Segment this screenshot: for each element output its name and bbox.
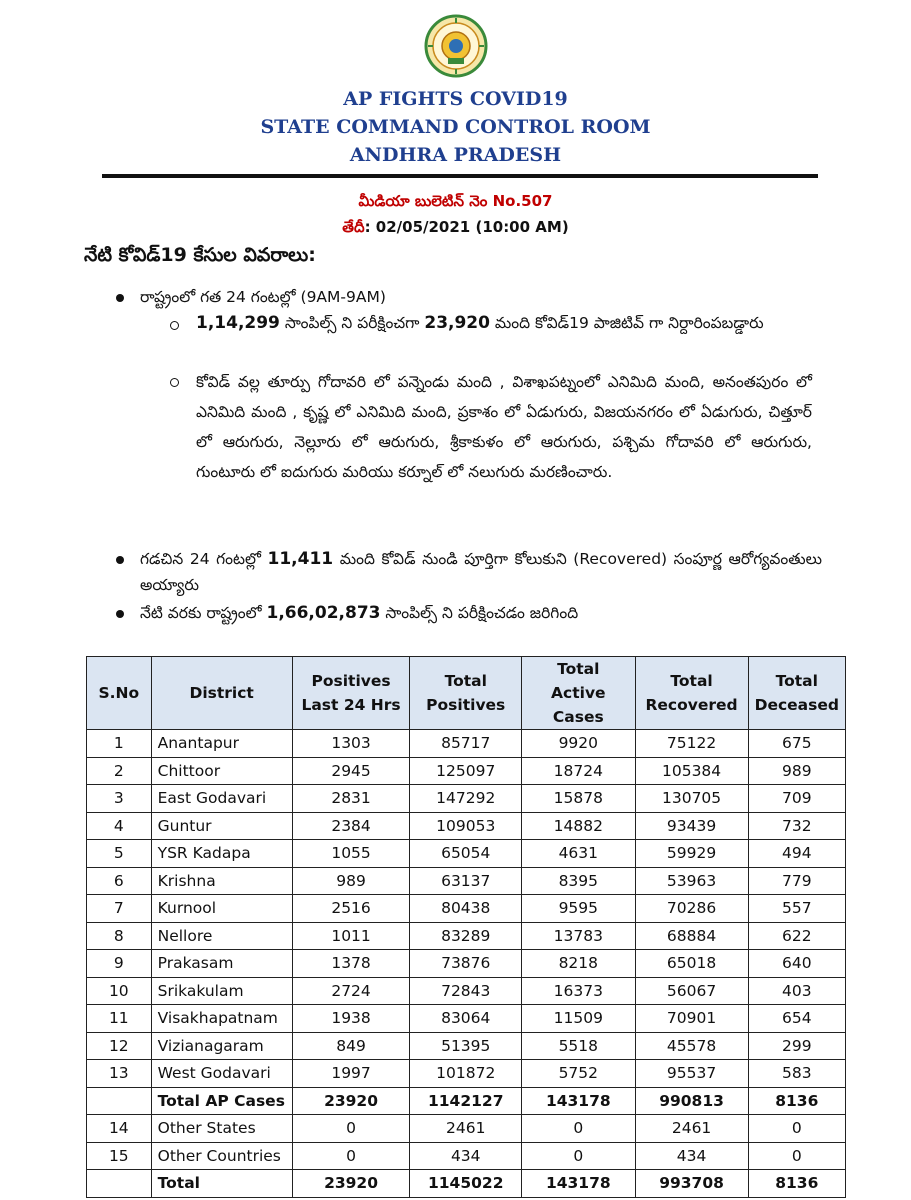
table-cell: 12 [87, 1032, 152, 1060]
table-cell: 15878 [522, 785, 636, 813]
table-row [87, 730, 846, 758]
bullet-2-part1: గడచిన 24 గంటల్లో [140, 550, 268, 568]
table-cell: Vizianagaram [151, 1032, 292, 1060]
table-cell: 990813 [635, 1087, 748, 1115]
table-cell: 654 [748, 1005, 845, 1033]
column-header: Total Deceased [748, 657, 845, 730]
bullet-dot [116, 610, 124, 618]
table-cell: Other Countries [151, 1142, 292, 1170]
table-cell: 494 [748, 840, 845, 868]
table-cell: 2461 [635, 1115, 748, 1143]
table-cell: 6 [87, 867, 152, 895]
table-cell: 105384 [635, 757, 748, 785]
table-row [87, 1142, 846, 1170]
table-cell: 9595 [522, 895, 636, 923]
table-cell: Srikakulam [151, 977, 292, 1005]
table-cell: 143178 [522, 1087, 636, 1115]
table-cell: 130705 [635, 785, 748, 813]
table-cell: 9 [87, 950, 152, 978]
table-cell: 18724 [522, 757, 636, 785]
table-cell: Prakasam [151, 950, 292, 978]
table-cell: YSR Kadapa [151, 840, 292, 868]
recovered-count: 11,411 [267, 549, 334, 569]
table-cell: 147292 [410, 785, 522, 813]
table-cell: 83289 [410, 922, 522, 950]
table-cell: 8136 [748, 1087, 845, 1115]
table-cell: 1 [87, 730, 152, 758]
table-row [87, 867, 846, 895]
table-cell: 4 [87, 812, 152, 840]
table-cell: 0 [748, 1142, 845, 1170]
table-cell: 3 [87, 785, 152, 813]
table-cell: 13 [87, 1060, 152, 1088]
bullet-3-text [140, 600, 822, 626]
table-cell: 2945 [292, 757, 410, 785]
table-cell: 73876 [410, 950, 522, 978]
table-cell: 143178 [522, 1170, 636, 1198]
table-cell: 640 [748, 950, 845, 978]
sub-bullet-1-part2: మంది కోవిడ్19 పాజిటివ్ గా నిర్దారింపబడ్డారు [489, 314, 764, 332]
table-cell: 14 [87, 1115, 152, 1143]
table-header-row [87, 657, 846, 730]
table-cell: 732 [748, 812, 845, 840]
table-cell: 68884 [635, 922, 748, 950]
table-cell: Anantapur [151, 730, 292, 758]
table-cell: 16373 [522, 977, 636, 1005]
table-row [87, 840, 846, 868]
column-header: District [151, 657, 292, 730]
table-cell: 9920 [522, 730, 636, 758]
table-cell: 8395 [522, 867, 636, 895]
table-cell: 51395 [410, 1032, 522, 1060]
sub-bullet-2-text: కోవిడ్ వల్ల తూర్పు గోదావరి లో పన్నెండు మంది , విశాఖపట్నంలో ఎనిమిది మంది, అనంతపురం లో ఎనిమిది మంది , కృష్ణ లో ఎనిమిది మంది, ప్రకాశం లో ఏడుగురు, విజయనగరం లో ఏడుగురు, చిత్తూర్ లో ఆరుగురు, నెల్లూరు లో ఆరుగురు, శ్రీకాకుళం లో ఆరుగురు, పశ్చిమ గోదావరి లో ఆరుగురు, గుంటూరు లో ఐదుగురు మరియు కర్నూల్ లో నలుగురు మరణించారు. [196, 373, 812, 481]
header-line-2: STATE COMMAND CONTROL ROOM [260, 116, 651, 138]
date-value: : 02/05/2021 (10:00 AM) [364, 218, 569, 236]
table-cell: Krishna [151, 867, 292, 895]
sub-bullet-ring [170, 321, 179, 330]
table-cell: 101872 [410, 1060, 522, 1088]
table-cell: 403 [748, 977, 845, 1005]
table-row [87, 757, 846, 785]
table-cell: 583 [748, 1060, 845, 1088]
table-cell: 1142127 [410, 1087, 522, 1115]
table-cell: 5 [87, 840, 152, 868]
table-row [87, 1170, 846, 1198]
table-cell: 2384 [292, 812, 410, 840]
table-cell: 1938 [292, 1005, 410, 1033]
date-label: తేదీ [342, 218, 365, 236]
table-cell: 70901 [635, 1005, 748, 1033]
table-cell: 14882 [522, 812, 636, 840]
table-cell: East Godavari [151, 785, 292, 813]
table-cell: 993708 [635, 1170, 748, 1198]
table-cell: 8136 [748, 1170, 845, 1198]
table-cell: 2516 [292, 895, 410, 923]
column-header: S.No [87, 657, 152, 730]
table-cell: 1145022 [410, 1170, 522, 1198]
table-row [87, 1115, 846, 1143]
table-cell: 56067 [635, 977, 748, 1005]
sub-bullet-1-text [196, 310, 812, 336]
table-cell: 2461 [410, 1115, 522, 1143]
table-cell: 849 [292, 1032, 410, 1060]
table-cell: 53963 [635, 867, 748, 895]
samples-tested-count: 1,14,299 [196, 313, 280, 333]
table-cell: 4631 [522, 840, 636, 868]
bullet-2-text [140, 546, 822, 598]
table-cell: 59929 [635, 840, 748, 868]
table-row [87, 812, 846, 840]
bullet-2-part2: మంది కోవిడ్ నుండి పూర్తిగా కోలుకుని (Recovered) సంపూర్ణ ఆరోగ్యవంతులు అయ్యారు [140, 550, 822, 594]
positive-count: 23,920 [424, 313, 490, 333]
total-samples-count: 1,66,02,873 [266, 603, 381, 623]
table-cell: 5752 [522, 1060, 636, 1088]
table-cell: 434 [410, 1142, 522, 1170]
table-cell: 109053 [410, 812, 522, 840]
table-cell: 2724 [292, 977, 410, 1005]
table-cell: 93439 [635, 812, 748, 840]
table-cell [87, 1087, 152, 1115]
column-header: Positives Last 24 Hrs [292, 657, 410, 730]
table-cell: 72843 [410, 977, 522, 1005]
bullet-dot [116, 556, 124, 564]
table-row [87, 895, 846, 923]
table-cell: 434 [635, 1142, 748, 1170]
table-row [87, 922, 846, 950]
table-row [87, 1005, 846, 1033]
table-cell: 0 [522, 1142, 636, 1170]
bulletin-date [0, 218, 911, 240]
table-cell: 0 [522, 1115, 636, 1143]
header-line-3: ANDHRA PRADESH [349, 144, 562, 166]
media-bulletin-title: మీడియా బులెటిన్ నెం No.507 [358, 192, 553, 210]
table-cell: Guntur [151, 812, 292, 840]
table-cell: 95537 [635, 1060, 748, 1088]
table-cell: 65054 [410, 840, 522, 868]
table-body [87, 730, 846, 1198]
table-cell: 70286 [635, 895, 748, 923]
table-cell: Visakhapatnam [151, 1005, 292, 1033]
table-cell: 8 [87, 922, 152, 950]
table-cell: Chittoor [151, 757, 292, 785]
table-cell: Total AP Cases [151, 1087, 292, 1115]
table-cell: 709 [748, 785, 845, 813]
sub-bullet-ring [170, 378, 179, 387]
table-cell: 8218 [522, 950, 636, 978]
table-cell: 5518 [522, 1032, 636, 1060]
table-cell: 1997 [292, 1060, 410, 1088]
table-cell: 0 [292, 1115, 410, 1143]
table-cell: 10 [87, 977, 152, 1005]
table-cell: 989 [292, 867, 410, 895]
table-cell: 65018 [635, 950, 748, 978]
column-header: Total Active Cases [522, 657, 636, 730]
table-cell: 299 [748, 1032, 845, 1060]
table-cell: 989 [748, 757, 845, 785]
table-cell: 1303 [292, 730, 410, 758]
table-cell: 11509 [522, 1005, 636, 1033]
table-cell: 7 [87, 895, 152, 923]
section-heading: నేటి కోవిడ్19 కేసుల వివరాలు: [84, 244, 316, 266]
table-cell: 622 [748, 922, 845, 950]
table-cell: 2831 [292, 785, 410, 813]
table-cell: Kurnool [151, 895, 292, 923]
table-cell: Total [151, 1170, 292, 1198]
table-cell: 23920 [292, 1087, 410, 1115]
table-cell: 80438 [410, 895, 522, 923]
table-cell: 675 [748, 730, 845, 758]
table-cell: 1378 [292, 950, 410, 978]
table-row [87, 950, 846, 978]
table-cell: 23920 [292, 1170, 410, 1198]
district-cases-table [86, 656, 846, 1198]
table-cell: 0 [748, 1115, 845, 1143]
table-cell: 0 [292, 1142, 410, 1170]
table-cell: West Godavari [151, 1060, 292, 1088]
header-line-1: AP FIGHTS COVID19 [343, 88, 568, 110]
bullet-dot [116, 294, 124, 302]
table-cell [87, 1170, 152, 1198]
table-row [87, 785, 846, 813]
table-cell: 557 [748, 895, 845, 923]
table-cell: 2 [87, 757, 152, 785]
table-row [87, 1060, 846, 1088]
table-cell: 13783 [522, 922, 636, 950]
column-header: Total Positives [410, 657, 522, 730]
table-row [87, 1087, 846, 1115]
table-row [87, 977, 846, 1005]
table-cell: 75122 [635, 730, 748, 758]
table-cell: 1011 [292, 922, 410, 950]
sub-bullet-1-part1: సాంపిల్స్ ని పరీక్షించగా [279, 314, 425, 332]
column-header: Total Recovered [635, 657, 748, 730]
bullet-3-part2: సాంపిల్స్ ని పరీక్షించడం జరిగింది [380, 604, 579, 622]
header-divider [102, 174, 818, 178]
table-cell: Other States [151, 1115, 292, 1143]
table-row [87, 1032, 846, 1060]
table-cell: 45578 [635, 1032, 748, 1060]
ap-emblem-logo [424, 14, 488, 78]
table-cell: 125097 [410, 757, 522, 785]
table-cell: 85717 [410, 730, 522, 758]
bullet-1-text: రాష్ట్రంలో గత 24 గంటల్లో (9AM-9AM) [140, 288, 386, 306]
table-cell: Nellore [151, 922, 292, 950]
table-cell: 779 [748, 867, 845, 895]
table-cell: 11 [87, 1005, 152, 1033]
table-cell: 63137 [410, 867, 522, 895]
table-cell: 15 [87, 1142, 152, 1170]
table-cell: 83064 [410, 1005, 522, 1033]
table-cell: 1055 [292, 840, 410, 868]
bullet-3-part1: నేటి వరకు రాష్ట్రంలో [140, 604, 267, 622]
